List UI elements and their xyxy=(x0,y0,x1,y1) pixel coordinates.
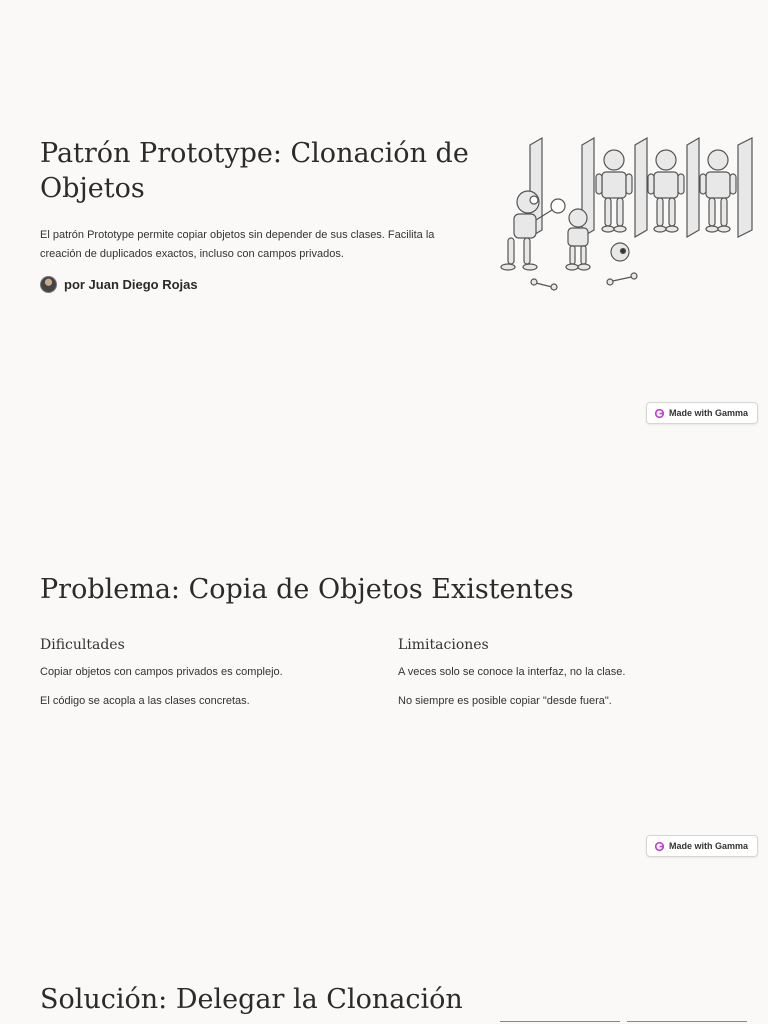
list-item: El código se acopla a las clases concretas. xyxy=(40,695,250,707)
column-heading: Limitaciones xyxy=(398,637,489,653)
gamma-logo-icon xyxy=(655,842,664,851)
gamma-badge-label: Made with Gamma xyxy=(668,408,748,418)
list-item: Copiar objetos con campos privados es complejo. xyxy=(40,666,283,678)
solution-heading: Solución: Delegar la Clonación xyxy=(40,984,463,1015)
made-with-gamma-badge[interactable] xyxy=(646,402,758,424)
list-item: A veces solo se conoce la interfaz, no la clase. xyxy=(398,666,626,678)
made-with-gamma-badge[interactable] xyxy=(646,835,758,857)
author-byline xyxy=(40,276,198,293)
slide-description: El patrón Prototype permite copiar objetos sin depender de sus clases. Facilita la creación de duplicados exactos, incluso con campos privados. xyxy=(40,229,435,260)
problem-heading: Problema: Copia de Objetos Existentes xyxy=(40,574,574,605)
list-item: No siempre es posible copiar "desde fuera". xyxy=(398,695,612,707)
column-heading: Dificultades xyxy=(40,637,125,653)
slide-problem xyxy=(0,432,768,866)
limitations-column xyxy=(398,637,728,723)
robots-cloning-illustration xyxy=(490,130,760,300)
slide-solution xyxy=(0,866,768,1024)
author-avatar xyxy=(40,276,57,293)
slide-title xyxy=(0,0,768,432)
gamma-logo-icon xyxy=(655,409,664,418)
author-name: por Juan Diego Rojas xyxy=(64,277,198,292)
difficulties-column xyxy=(40,637,370,723)
gamma-badge-label: Made with Gamma xyxy=(668,841,748,851)
slide-title-heading: Patrón Prototype: Clonación de Objetos xyxy=(40,138,469,204)
